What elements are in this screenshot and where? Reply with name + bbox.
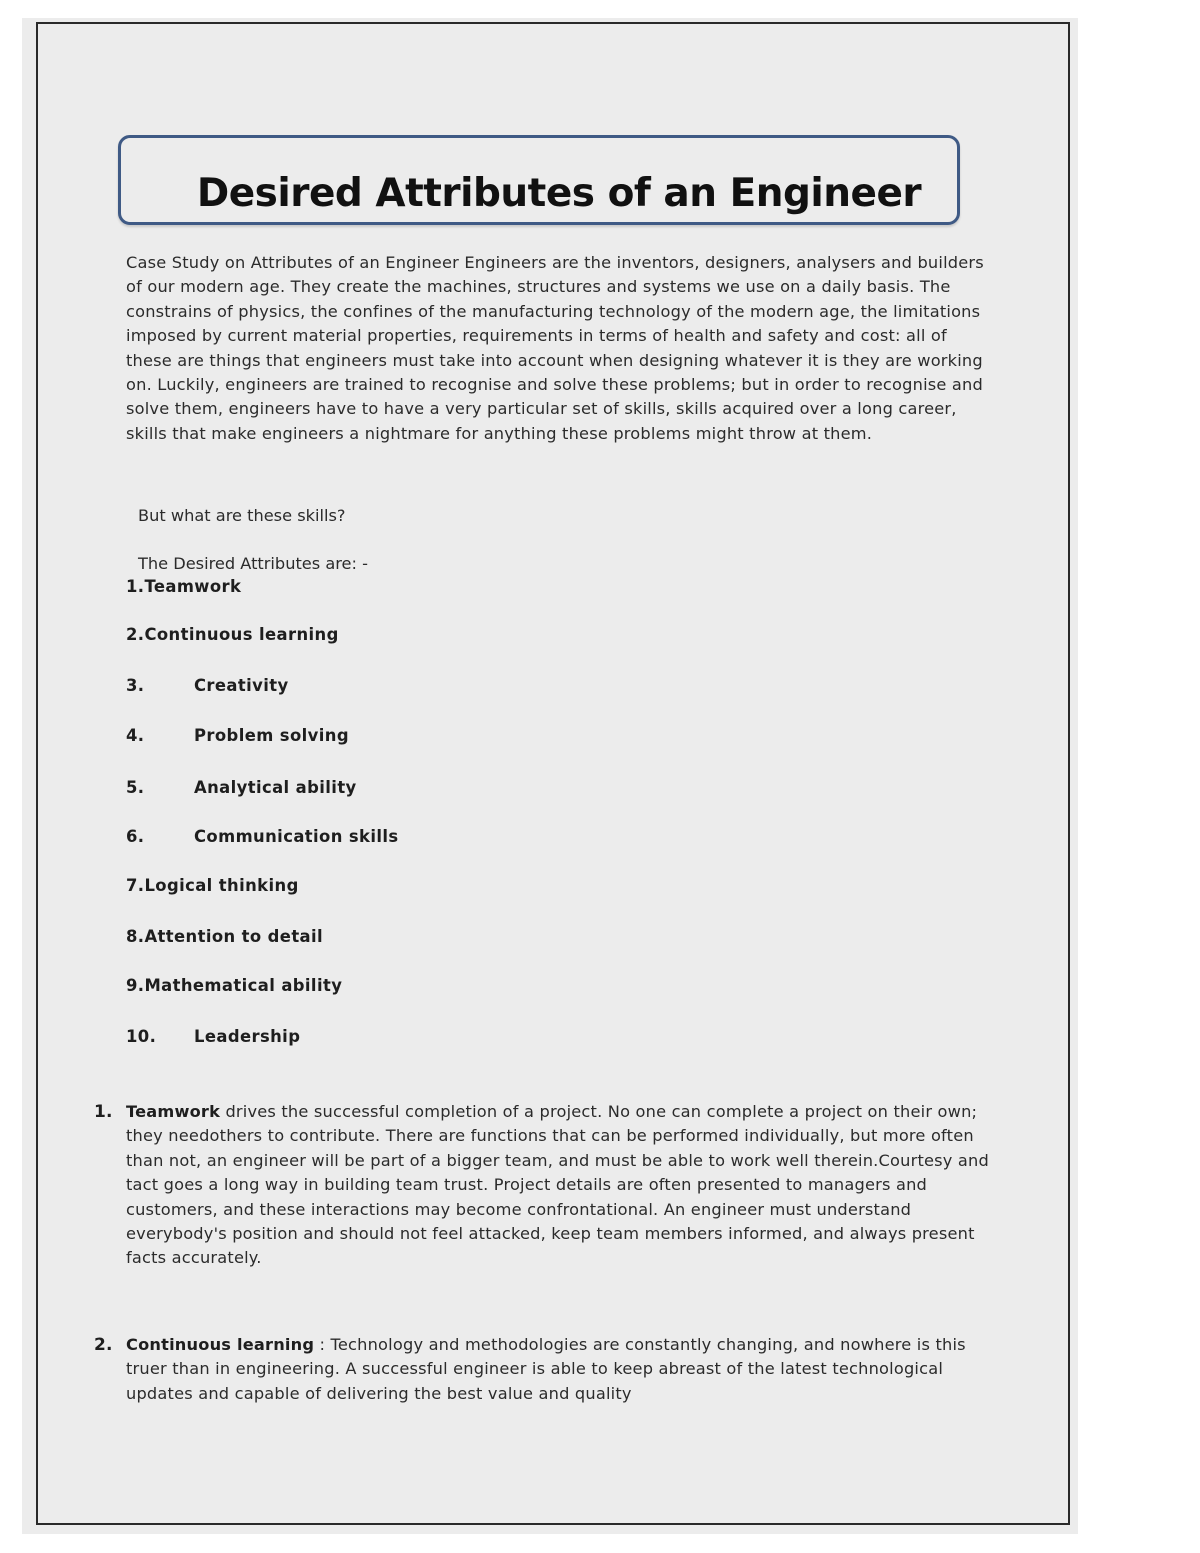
attribute-number: 8. [126,927,145,946]
attribute-label: Teamwork [144,577,242,596]
attribute-label: Attention to detail [144,927,324,946]
section-term: Teamwork [126,1102,221,1121]
attribute-label: Continuous learning [144,625,339,644]
attribute-label: Analytical ability [194,778,357,797]
attribute-number: 9. [126,976,145,995]
attribute-number: 7. [126,876,145,895]
section-term: Continuous learning [126,1335,315,1354]
attribute-number: 3. [126,676,145,695]
attributes-heading: The Desired Attributes are: - [138,554,368,573]
attribute-number: 1. [126,577,145,596]
attribute-number: 5. [126,778,145,797]
attribute-label: Creativity [194,676,289,695]
attribute-item [126,577,241,596]
attribute-label: Leadership [194,1027,301,1046]
attribute-item [126,676,289,695]
attribute-label: Problem solving [194,726,349,745]
attribute-number: 2. [126,625,145,644]
attribute-item [126,876,299,895]
attribute-label: Mathematical ability [144,976,343,995]
title-box [118,135,960,225]
section-teamwork [94,1100,994,1271]
attribute-item [126,976,342,995]
attribute-item [126,778,357,797]
attribute-item [126,927,323,946]
attribute-item [126,726,349,745]
attribute-item [126,827,399,846]
page-title: Desired Attributes of an Engineer [196,171,922,216]
attribute-item [126,1027,300,1046]
section-number: 1. [94,1102,113,1122]
attribute-item [126,625,339,644]
attribute-number: 10. [126,1027,157,1046]
section-continuous-learning [94,1333,994,1406]
attribute-label: Communication skills [194,827,399,846]
section-number: 2. [94,1335,113,1355]
section-text: : Technology and methodologies are constantly changing, and nowhere is this truer than in engineering. A successful engineer is able to keep abreast of the latest technological updates and capable of delivering the best value and quality [126,1335,966,1403]
skills-question: But what are these skills? [138,506,346,525]
page-border [36,22,1070,1525]
intro-paragraph: Case Study on Attributes of an Engineer Engineers are the inventors, designers, analysers and builders of our modern age. They create the machines, structures and systems we use on a daily basis. The constrains of physics, the confines of the manufacturing technology of the modern age, the limitations imposed by current material properties, requirements in terms of health and safety and cost: all of these are things that engineers must take into account when designing whatever it is they are working on. Luckily, engineers are trained to recognise and solve these problems; but in order to recognise and solve them, engineers have to have a very particular set of skills, skills acquired over a long career, skills that make engineers a nightmare for anything these problems might throw at them. [126,253,984,443]
attribute-number: 6. [126,827,145,846]
section-text: drives the successful completion of a project. No one can complete a project on their own; they needothers to contribute. There are functions that can be performed individually, but more often than not, an engineer will be part of a bigger team, and must be able to work well therein.Courtesy and tact goes a long way in building team trust. Project details are often presented to managers and customers, and these interactions may become confrontational. An engineer must understand everybody's position and should not feel attacked, keep team members informed, and always present facts accurately. [126,1102,989,1268]
attribute-number: 4. [126,726,145,745]
attribute-label: Logical thinking [144,876,299,895]
